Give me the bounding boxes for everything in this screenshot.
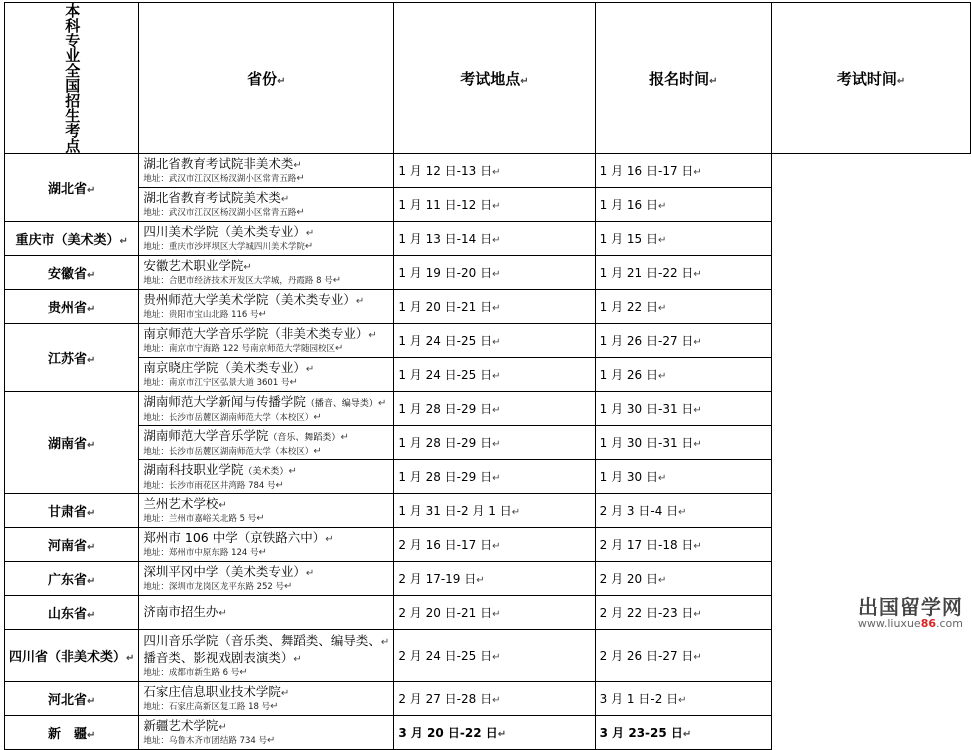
location-name: 南京师范大学音乐学院（非美术类专业）↵ — [143, 326, 377, 341]
location-address: 地址：郑州市中原东路 124 号↵ — [143, 547, 267, 558]
registration-time-cell: 1 月 12 日-13 日↵ — [394, 154, 595, 188]
exam-locations-table — [4, 2, 971, 750]
registration-time-cell: 2 月 27 日-28 日↵ — [394, 682, 595, 716]
location-name: 湖南师范大学新闻与传播学院（播音、编导类）↵ — [143, 393, 387, 409]
exam-time-cell: 2 月 20 日↵ — [595, 562, 771, 596]
location-address: 地址：长沙市雨花区井湾路 784 号↵ — [143, 479, 284, 491]
province-cell: 四川省（非美术类）↵ — [5, 630, 139, 682]
location-name-line2: 播音类、影视戏剧表演类）↵ — [143, 649, 302, 665]
registration-time-cell: 1 月 28 日-29 日↵ — [394, 392, 595, 426]
watermark-url: www.liuxue86.com — [857, 617, 963, 630]
exam-time-cell: 2 月 26 日-27 日↵ — [595, 630, 771, 682]
side-label: 本科专业全国招生考点 — [63, 3, 82, 153]
exam-time-cell: 1 月 15 日↵ — [595, 222, 771, 256]
province-cell: 新 疆↵ — [5, 716, 139, 750]
location-name: 济南市招生办↵ — [143, 604, 227, 619]
province-cell: 甘肃省↵ — [5, 494, 139, 528]
location-cell — [139, 630, 394, 682]
registration-time-cell: 1 月 24 日-25 日↵ — [394, 324, 595, 358]
exam-time-cell: 1 月 30 日-31 日↵ — [595, 392, 771, 426]
registration-time-cell: 2 月 24 日-25 日↵ — [394, 630, 595, 682]
location-address: 地址：石家庄高新区复工路 18 号↵ — [143, 701, 279, 712]
exam-time-cell: 2 月 3 日-4 日↵ — [595, 494, 771, 528]
header-exam-time: 考试时间↵ — [772, 3, 971, 154]
location-cell — [139, 562, 394, 596]
location-cell — [139, 716, 394, 750]
location-name: 安徽艺术职业学院↵ — [143, 258, 252, 273]
location-cell — [139, 154, 394, 188]
exam-time-cell: 1 月 30 日-31 日↵ — [595, 426, 771, 460]
location-cell — [139, 222, 394, 256]
registration-time-cell: 2 月 20 日-21 日↵ — [394, 596, 595, 630]
registration-time-cell: 1 月 28 日-29 日↵ — [394, 460, 595, 494]
registration-time-cell: 1 月 11 日-12 日↵ — [394, 188, 595, 222]
location-name: 四川音乐学院（音乐类、舞蹈类、编导类、↵ — [143, 632, 390, 648]
exam-time-cell: 1 月 26 日↵ — [595, 358, 771, 392]
table-row — [5, 392, 971, 426]
province-cell: 安徽省↵ — [5, 256, 139, 290]
header-registration: 报名时间↵ — [595, 3, 771, 154]
table-row — [5, 494, 971, 528]
registration-time-cell: 1 月 19 日-20 日↵ — [394, 256, 595, 290]
location-name: 兰州艺术学校↵ — [143, 496, 227, 511]
table-row — [5, 358, 971, 392]
location-address: 地址：重庆市沙坪坝区大学城四川美术学院↵ — [143, 241, 314, 252]
registration-time-cell: 2 月 17-19 日↵ — [394, 562, 595, 596]
location-cell — [139, 682, 394, 716]
table-row — [5, 188, 971, 222]
registration-time-cell: 2 月 16 日-17 日↵ — [394, 528, 595, 562]
table-row — [5, 426, 971, 460]
province-cell: 湖南省↵ — [5, 392, 139, 494]
location-address: 地址：武汉市江汉区杨汊湖小区常青五路↵ — [143, 207, 305, 218]
registration-time-cell: 1 月 31 日-2 月 1 日↵ — [394, 494, 595, 528]
location-cell — [139, 494, 394, 528]
registration-time-cell: 1 月 28 日-29 日↵ — [394, 426, 595, 460]
registration-time-cell: 3 月 20 日-22 日↵ — [394, 716, 595, 750]
header-row — [5, 3, 971, 154]
exam-time-cell: 2 月 17 日-18 日↵ — [595, 528, 771, 562]
exam-time-cell: 1 月 16 日↵ — [595, 188, 771, 222]
location-cell — [139, 392, 394, 426]
location-cell — [139, 324, 394, 358]
watermark-logo — [858, 596, 963, 630]
table-row — [5, 716, 971, 750]
province-cell: 河南省↵ — [5, 528, 139, 562]
province-cell: 河北省↵ — [5, 682, 139, 716]
location-name: 湖南师范大学音乐学院（音乐、舞蹈类）↵ — [143, 427, 349, 443]
province-cell: 山东省↵ — [5, 596, 139, 630]
location-name: 湖北省教育考试院非美术类↵ — [143, 156, 302, 171]
location-cell — [139, 426, 394, 460]
location-cell — [139, 188, 394, 222]
registration-time-cell: 1 月 20 日-21 日↵ — [394, 290, 595, 324]
location-address: 地址：成都市新生路 6 号↵ — [143, 666, 248, 678]
location-name: 湖北省教育考试院美术类↵ — [143, 190, 290, 205]
location-address: 地址：贵阳市宝山北路 116 号↵ — [143, 309, 267, 320]
location-cell — [139, 290, 394, 324]
location-cell — [139, 460, 394, 494]
table-row — [5, 324, 971, 358]
location-name: 湖南科技职业学院（美术类）↵ — [143, 461, 297, 477]
location-address: 地址：合肥市经济技术开发区大学城，丹霞路 8 号↵ — [143, 275, 342, 286]
exam-time-cell: 2 月 22 日-23 日↵ — [595, 596, 771, 630]
location-address: 地址：长沙市岳麓区湖南师范大学（本校区）↵ — [143, 445, 322, 457]
header-province: 省份↵ — [139, 3, 394, 154]
location-address: 地址：兰州市嘉峪关北路 5 号↵ — [143, 513, 265, 524]
table-row — [5, 630, 971, 682]
location-name: 石家庄信息职业技术学院↵ — [143, 684, 290, 699]
side-label-cell — [5, 3, 139, 154]
table-row — [5, 222, 971, 256]
exam-time-cell: 1 月 22 日↵ — [595, 290, 771, 324]
location-cell — [139, 528, 394, 562]
location-name: 贵州师范大学美术学院（美术类专业）↵ — [143, 292, 365, 307]
table-row — [5, 528, 971, 562]
province-cell: 湖北省↵ — [5, 154, 139, 222]
registration-time-cell: 1 月 13 日-14 日↵ — [394, 222, 595, 256]
table-row — [5, 682, 971, 716]
province-cell: 江苏省↵ — [5, 324, 139, 392]
location-address: 地址：武汉市江汉区杨汊湖小区常青五路↵ — [143, 173, 305, 184]
province-cell: 重庆市（美术类）↵ — [5, 222, 139, 256]
location-name: 新疆艺术学院↵ — [143, 718, 227, 733]
province-cell: 广东省↵ — [5, 562, 139, 596]
watermark-title: 出国留学网 — [857, 595, 963, 619]
location-address: 地址：乌鲁木齐市团结路 734 号↵ — [143, 735, 276, 746]
table-row — [5, 460, 971, 494]
location-name: 南京晓庄学院（美术类专业）↵ — [143, 360, 315, 375]
province-cell: 贵州省↵ — [5, 290, 139, 324]
location-name: 郑州市 106 中学（京铁路六中）↵ — [143, 530, 334, 545]
location-address: 地址：南京市宁海路 122 号南京师范大学随园校区↵ — [143, 343, 344, 354]
location-address: 地址：南京市江宁区弘景大道 3601 号↵ — [143, 377, 298, 388]
location-name: 四川美术学院（美术类专业）↵ — [143, 224, 315, 239]
exam-time-cell: 3 月 1 日-2 日↵ — [595, 682, 771, 716]
table-row — [5, 154, 971, 188]
registration-time-cell: 1 月 24 日-25 日↵ — [394, 358, 595, 392]
table-row — [5, 256, 971, 290]
table-row — [5, 596, 971, 630]
location-address: 地址：深圳市龙岗区龙平东路 252 号↵ — [143, 581, 293, 592]
location-cell — [139, 596, 394, 630]
exam-time-cell: 1 月 21 日-22 日↵ — [595, 256, 771, 290]
header-location: 考试地点↵ — [394, 3, 595, 154]
exam-time-cell: 1 月 30 日↵ — [595, 460, 771, 494]
exam-time-cell: 1 月 16 日-17 日↵ — [595, 154, 771, 188]
table-row — [5, 562, 971, 596]
exam-time-cell: 3 月 23-25 日↵ — [595, 716, 771, 750]
exam-time-cell: 1 月 26 日-27 日↵ — [595, 324, 771, 358]
location-address: 地址：长沙市岳麓区湖南师范大学（本校区）↵ — [143, 411, 322, 423]
location-name: 深圳平冈中学（美术类专业）↵ — [143, 564, 315, 579]
location-cell — [139, 256, 394, 290]
table-row — [5, 290, 971, 324]
location-cell — [139, 358, 394, 392]
